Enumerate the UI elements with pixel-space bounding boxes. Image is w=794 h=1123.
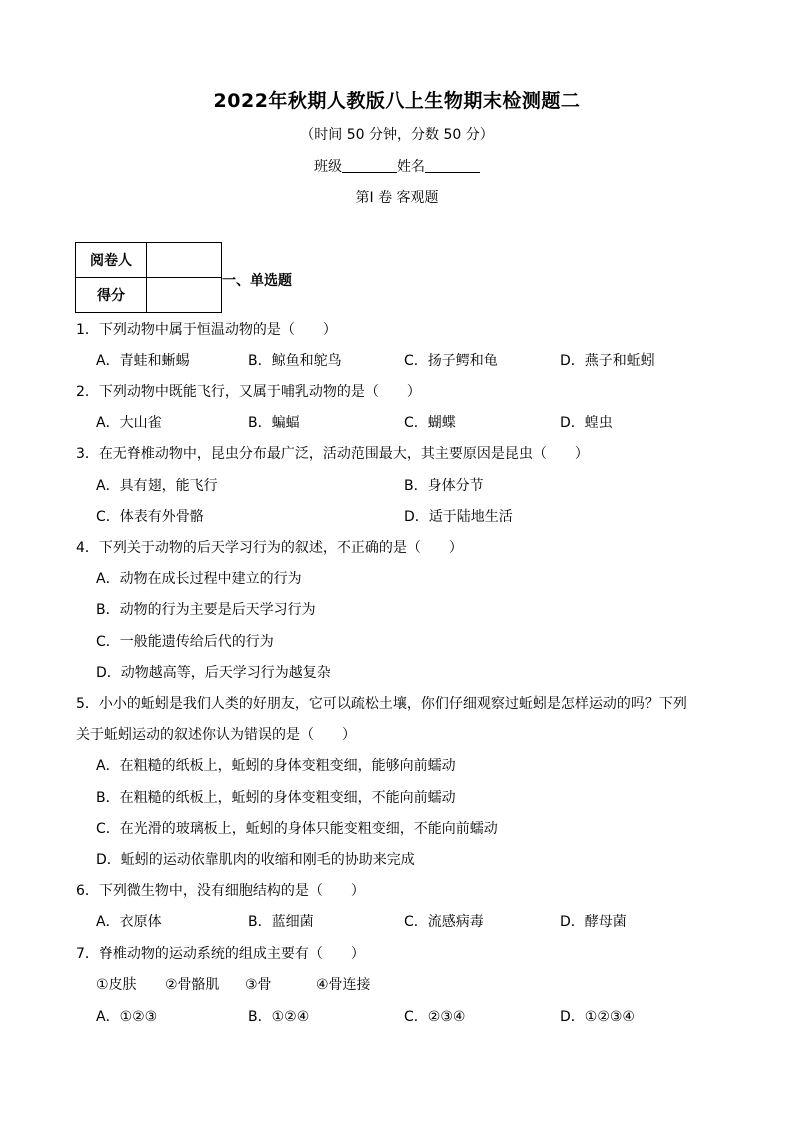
- reviewer-label: 阅卷人: [76, 243, 147, 278]
- question-number: 6．: [76, 883, 99, 899]
- option-5b: B．在粗糙的纸板上，蚯蚓的身体变粗变细，不能向前蠕动: [96, 790, 456, 806]
- option-3d: D．适于陆地生活: [404, 509, 513, 525]
- score-table: [75, 242, 222, 313]
- option-1b: B．鲸鱼和鸵鸟: [248, 353, 342, 369]
- option-7a: A．①②③: [96, 1009, 158, 1025]
- section-title: 一、单选题: [222, 273, 292, 289]
- option-1d: D．燕子和蚯蚓: [560, 353, 655, 369]
- question-1: [76, 321, 337, 339]
- option-2c: C．蝴蝶: [404, 415, 456, 431]
- question-5-continued: 关于蚯蚓运动的叙述你认为错误的是（ ）: [76, 727, 356, 743]
- question-3: [76, 445, 589, 463]
- question-7: [76, 945, 365, 963]
- page-title: 2022年秋期人教版八上生物期末检测题二: [213, 90, 581, 112]
- option-5d: D．蚯蚓的运动依靠肌肉的收缩和刚毛的协助来完成: [96, 852, 415, 868]
- option-4a: A．动物在成长过程中建立的行为: [96, 571, 302, 587]
- class-blank: [342, 158, 397, 173]
- question-number: 5．: [76, 696, 99, 712]
- question-text: 小小的蚯蚓是我们人类的好朋友，它可以疏松土壤，你们仔细观察过蚯蚓是怎样运动的吗？下列: [98, 696, 687, 712]
- option-5c: C．在光滑的玻璃板上，蚯蚓的身体只能变粗变细，不能向前蠕动: [96, 821, 498, 837]
- name-label: 姓名: [397, 159, 425, 175]
- question-2: [76, 383, 421, 401]
- question-text: 下列微生物中，没有细胞结构的是（ ）: [98, 883, 365, 899]
- option-7d: D．①②③④: [560, 1009, 635, 1025]
- question-text: 脊椎动物的运动系统的组成主要有（ ）: [98, 946, 365, 962]
- option-2d: D．蝗虫: [560, 415, 613, 431]
- question-number: 3．: [76, 446, 99, 462]
- option-6b: B．蓝细菌: [248, 914, 314, 930]
- option-4c: C．一般能遗传给后代的行为: [96, 634, 274, 650]
- question-5: [76, 695, 687, 713]
- question-text: 在无脊椎动物中，昆虫分布最广泛，活动范围最大，其主要原因是昆虫（ ）: [98, 446, 589, 462]
- question-text: 下列关于动物的后天学习行为的叙述，不正确的是（ ）: [98, 540, 463, 556]
- option-2b: B．蝙蝠: [248, 415, 300, 431]
- question-number: 4．: [76, 540, 99, 556]
- class-label: 班级: [314, 159, 342, 175]
- option-7b: B．①②④: [248, 1009, 310, 1025]
- question-number: 7．: [76, 946, 99, 962]
- option-1c: C．扬子鳄和龟: [404, 353, 498, 369]
- question-number: 2．: [76, 384, 99, 400]
- reviewer-cell: [147, 243, 222, 278]
- option-2a: A．大山雀: [96, 415, 162, 431]
- option-5a: A．在粗糙的纸板上，蚯蚓的身体变粗变细，能够向前蠕动: [96, 758, 456, 774]
- question-text: 下列动物中属于恒温动物的是（ ）: [98, 322, 337, 338]
- exam-duration: （时间 50 分钟，分数 50 分）: [300, 127, 494, 143]
- option-6d: D．酵母菌: [560, 914, 627, 930]
- option-4b: B．动物的行为主要是后天学习行为: [96, 602, 316, 618]
- student-info-line: [0, 156, 794, 176]
- item-4: ④骨连接: [316, 977, 371, 993]
- question-6: [76, 882, 365, 900]
- option-6c: C．流感病毒: [404, 914, 484, 930]
- name-blank: [425, 158, 480, 173]
- option-3b: B．身体分节: [404, 478, 484, 494]
- option-4d: D．动物越高等，后天学习行为越复杂: [96, 665, 331, 681]
- option-1a: A．青蛙和蜥蜴: [96, 353, 190, 369]
- question-number: 1．: [76, 322, 99, 338]
- score-cell: [147, 278, 222, 313]
- option-3a: A．具有翅，能飞行: [96, 478, 218, 494]
- question-4: [76, 539, 463, 557]
- score-label: 得分: [76, 278, 147, 313]
- question-text: 下列动物中既能飞行，又属于哺乳动物的是（ ）: [98, 384, 421, 400]
- volume-heading: 第Ⅰ 卷 客观题: [355, 190, 439, 206]
- option-7c: C．②③④: [404, 1009, 466, 1025]
- item-3: ③骨: [245, 977, 272, 993]
- option-3c: C．体表有外骨骼: [96, 509, 204, 525]
- option-6a: A．衣原体: [96, 914, 162, 930]
- item-2: ②骨骼肌: [165, 977, 220, 993]
- item-1: ①皮肤: [96, 977, 137, 993]
